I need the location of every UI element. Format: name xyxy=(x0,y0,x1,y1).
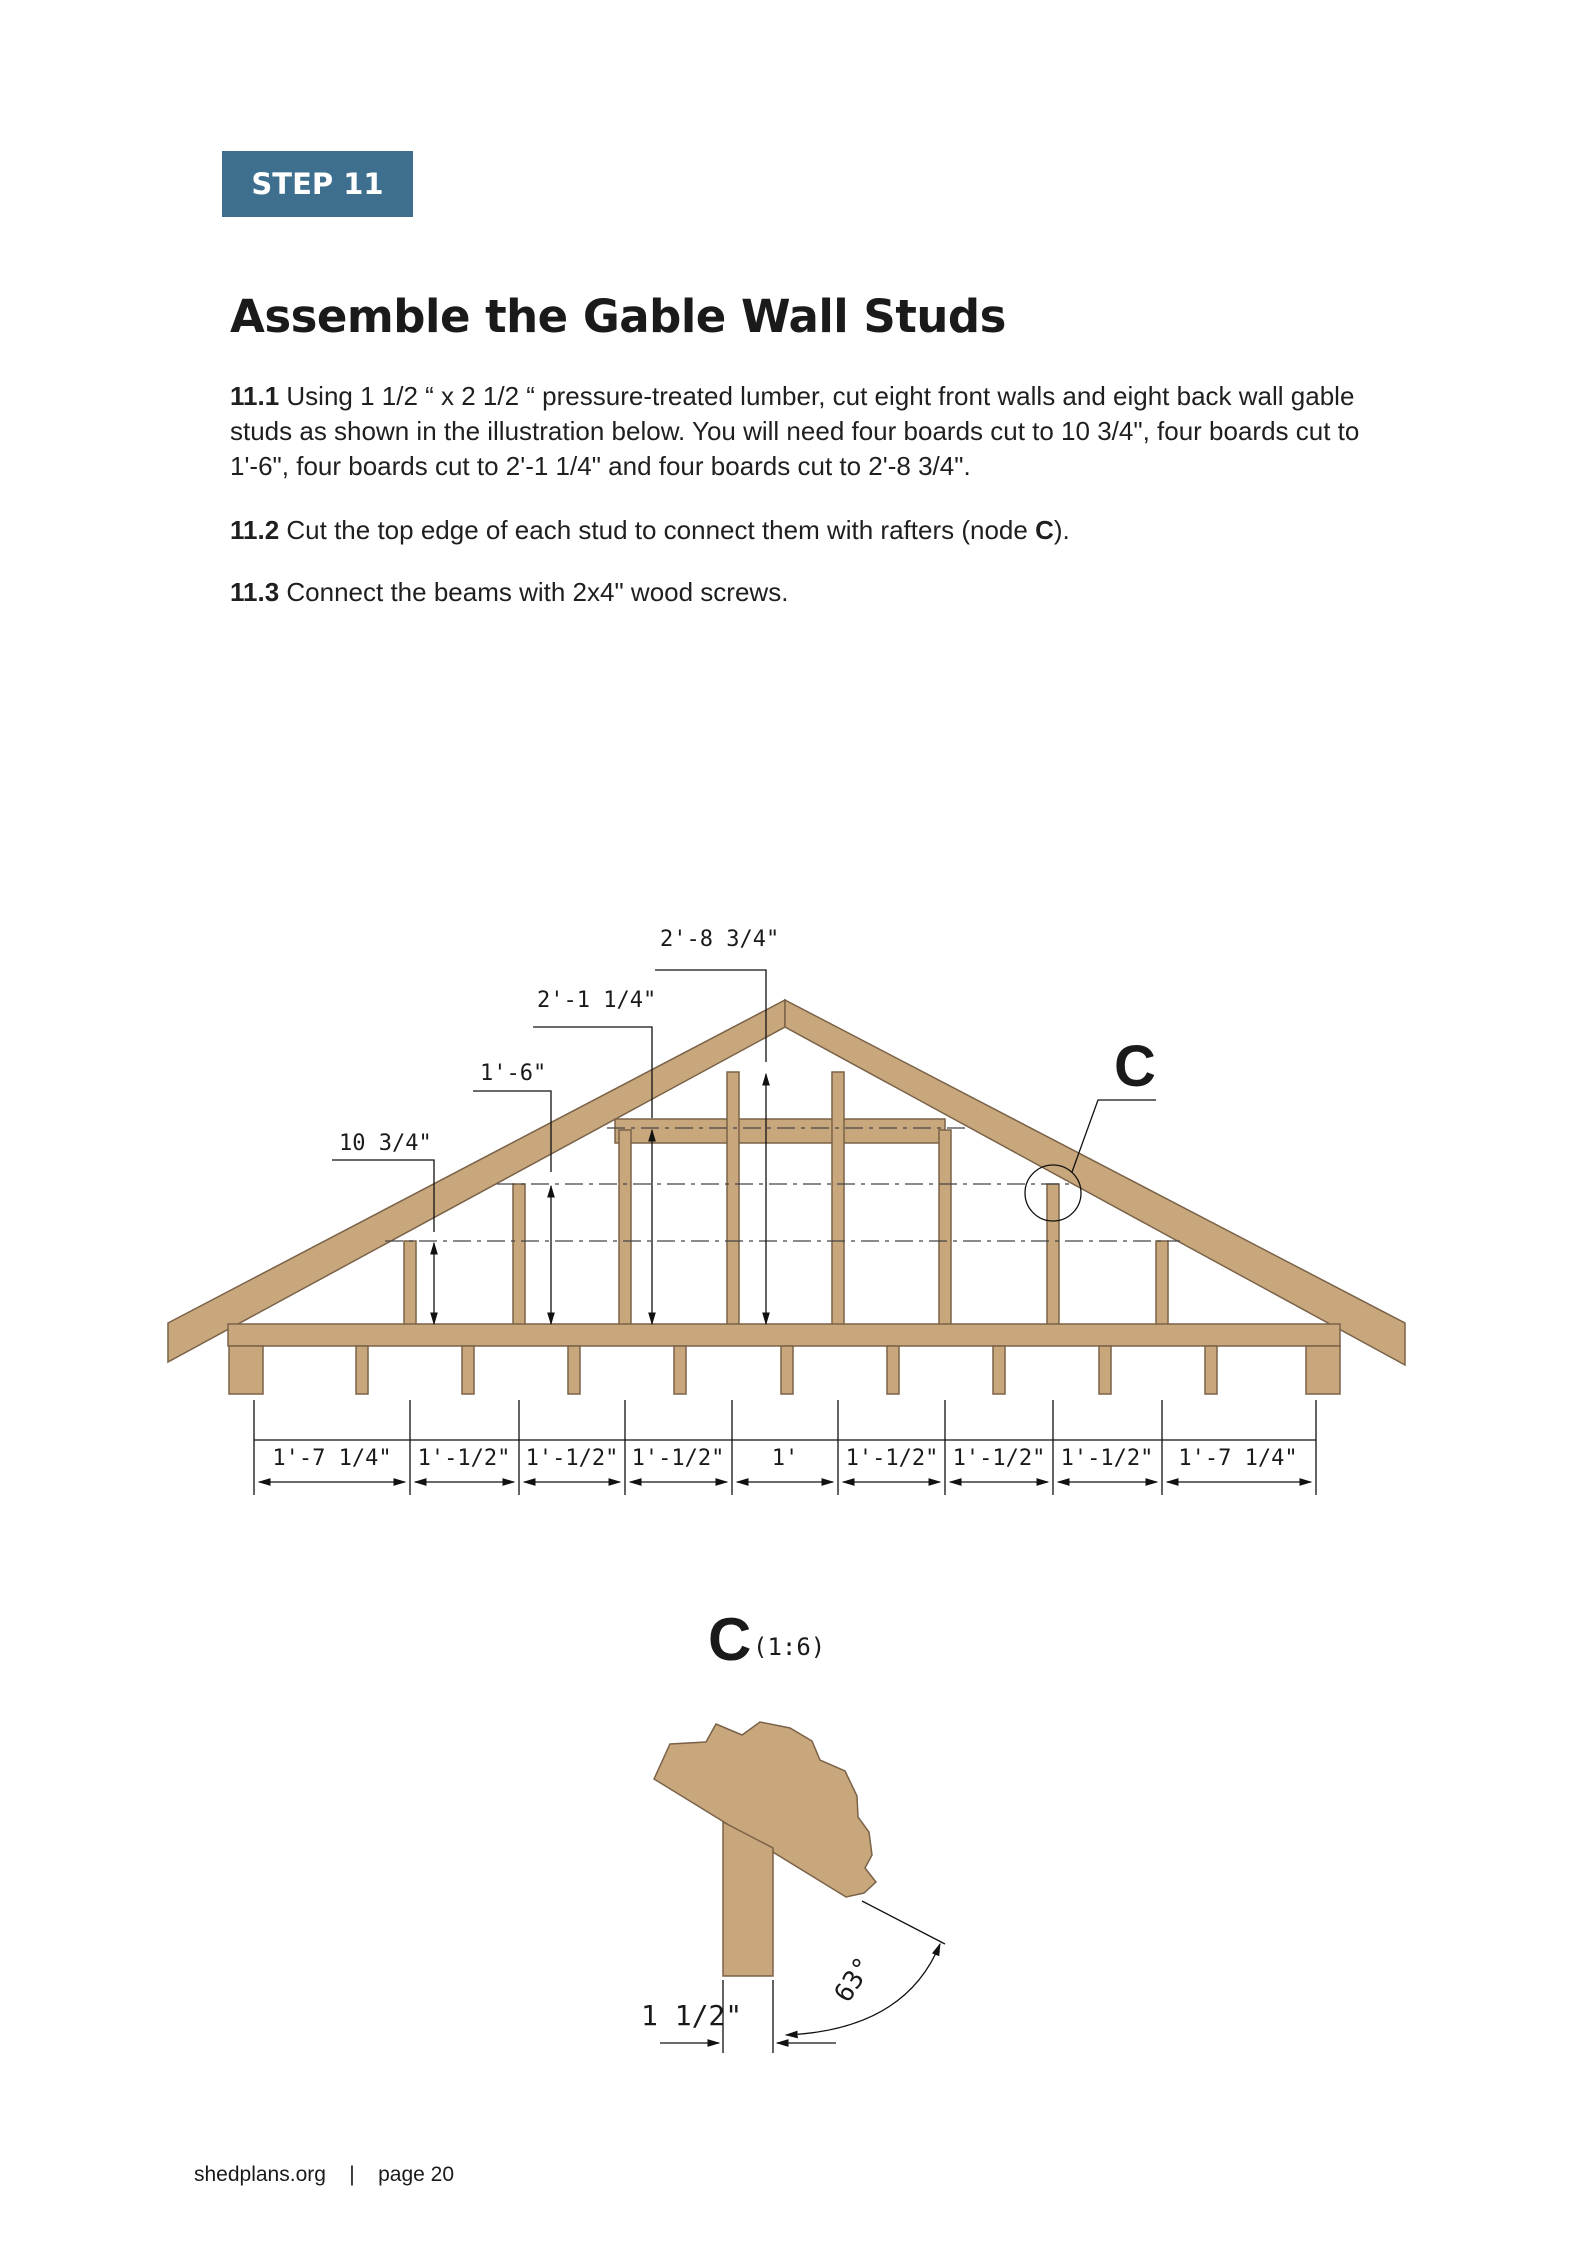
step-number: 11.1 xyxy=(230,381,280,411)
stud xyxy=(939,1130,951,1328)
step-number: 11.2 xyxy=(230,515,280,545)
joist-end xyxy=(993,1346,1005,1394)
spacing-label: 1'-1/2" xyxy=(417,1446,511,1471)
step-badge: STEP 11 xyxy=(222,151,413,217)
top-tie xyxy=(615,1119,945,1143)
joist-end xyxy=(781,1346,793,1394)
stud-height-label: 1'-6" xyxy=(480,1061,547,1086)
spacing-label: 1'-1/2" xyxy=(845,1446,939,1471)
spacing-label: 1'-7 1/4" xyxy=(272,1446,392,1471)
joist-end xyxy=(356,1346,368,1394)
instruction-text: Cut the top edge of each stud to connect them with rafters (node xyxy=(279,515,1036,545)
spacing-label: 1'-7 1/4" xyxy=(1178,1446,1298,1471)
page-footer xyxy=(194,2163,454,2187)
joist-end xyxy=(887,1346,899,1394)
joist-end xyxy=(229,1346,263,1394)
spacing-label: 1' xyxy=(771,1446,799,1471)
node-c-label: C xyxy=(1114,1034,1156,1099)
spacing-label: 1'-1/2" xyxy=(525,1446,619,1471)
joist-end xyxy=(462,1346,474,1394)
joist-end xyxy=(674,1346,686,1394)
stud xyxy=(513,1184,525,1328)
right-rafter xyxy=(785,1000,1405,1365)
stud xyxy=(404,1241,416,1328)
joist-end xyxy=(1306,1346,1340,1394)
detail-c-scale: (1:6) xyxy=(753,1633,826,1661)
stud-height-label: 2'-1 1/4" xyxy=(537,988,657,1013)
page-title: Assemble the Gable Wall Studs xyxy=(230,290,1006,343)
stud xyxy=(1047,1184,1059,1328)
stud xyxy=(619,1130,631,1328)
joist-end xyxy=(1205,1346,1217,1394)
footer-separator: | xyxy=(349,2163,355,2186)
instruction-text: Connect the beams with 2x4" wood screws. xyxy=(279,577,789,607)
stud xyxy=(727,1072,739,1328)
spacing-label: 1'-1/2" xyxy=(1060,1446,1154,1471)
gable-frame xyxy=(168,1000,1405,1394)
step-number: 11.3 xyxy=(230,577,280,607)
stud xyxy=(1156,1241,1168,1328)
detail-c-label: C xyxy=(708,1606,752,1673)
left-rafter xyxy=(168,1000,785,1362)
detail-width-label: 1 1/2" xyxy=(641,1999,743,2032)
detail-angle-label: 63° xyxy=(828,1952,880,2008)
bottom-plate xyxy=(228,1324,1340,1346)
stud xyxy=(832,1072,844,1328)
stud-height-label: 2'-8 3/4" xyxy=(660,927,780,952)
instruction-text-end: ). xyxy=(1053,515,1070,545)
joist-end xyxy=(1099,1346,1111,1394)
footer-page-number: page 20 xyxy=(378,2163,455,2186)
node-reference: C xyxy=(1035,515,1054,545)
joist-end xyxy=(568,1346,580,1394)
spacing-label: 1'-1/2" xyxy=(631,1446,725,1471)
instruction-text: Using 1 1/2 “ x 2 1/2 “ pressure-treated lumber, cut eight front walls and eight back wall gable studs as shown in the illustration below. You will need four boards cut to 10 3/4", four boards cut to 1'-6", four boards cut to 2'-1 1/4" and four boards cut to 2'-8 3/4". xyxy=(230,381,1360,481)
footer-site: shedplans.org xyxy=(194,2163,326,2186)
stud-height-label: 10 3/4" xyxy=(339,1131,432,1156)
spacing-label: 1'-1/2" xyxy=(952,1446,1046,1471)
detail-c-drawing xyxy=(654,1722,876,1976)
detail-stud-piece xyxy=(723,1822,773,1976)
